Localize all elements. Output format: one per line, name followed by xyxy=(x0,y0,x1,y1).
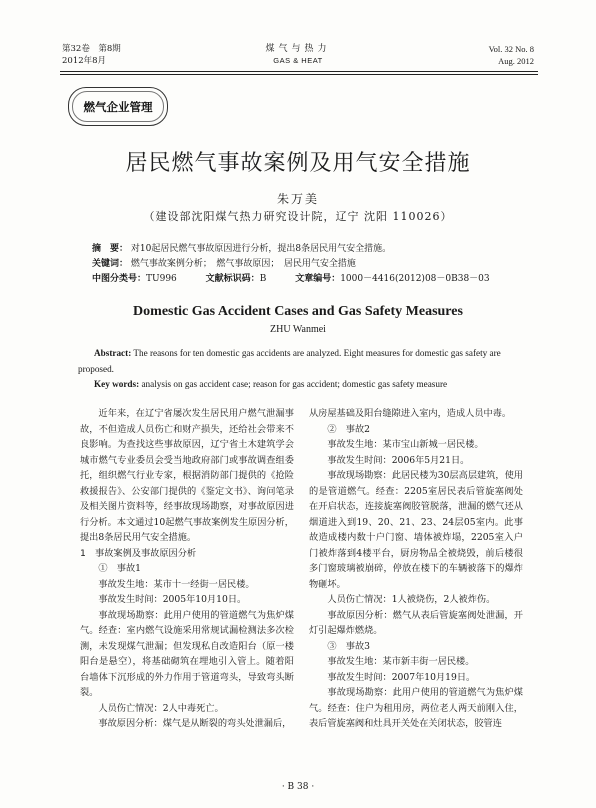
abstract-en-label: Abstract: xyxy=(94,348,132,358)
journal-volume-issue-en xyxy=(489,43,534,67)
volume-issue-en: Vol. 32 No. 8 xyxy=(488,44,534,54)
body-paragraph: 事故发生地：某市十一经街一居民楼。 xyxy=(98,578,255,590)
keywords-cn-text: 燃气事故案例分析； 燃气事故原因； 居民用气安全措施 xyxy=(130,259,356,269)
keywords-cn xyxy=(92,257,512,272)
page-number: · B 38 · xyxy=(281,782,315,792)
abstract-cn-label: 摘 要： xyxy=(92,244,129,254)
body-paragraph-continued: 从房屋基础及阳台缝隙进入室内，造成人员中毒。 xyxy=(309,408,512,419)
article-no-value: 1000－4416(2012)08－0B38－03 xyxy=(340,274,490,284)
body-paragraph: 事故发生时间：2005年10月10日。 xyxy=(98,594,247,605)
section-badge xyxy=(68,87,168,126)
intro-paragraph: 近年来，在辽宁省屡次发生居民用户燃气泄漏事故，不但造成人员伤亡和财产损失，还给社会带来不良影响。为查找这些事故原因，辽宁省土木建筑学会城市燃气专业委员会受当地政府部门或事故调查组委托，组织燃气行业专家，根据消防部门提供的《抢险救援报告》、公安部门提供的《鉴定文书》、询问笔录及相关图片资料等，经事故现场勘察，对事故原因进行分析。本文通过10起燃气事故案例发生原因分析，提出8条居民用气安全措施。 xyxy=(80,408,294,543)
article-title-en: Domestic Gas Accident Cases and Gas Safety Measures xyxy=(133,304,463,319)
case-heading: ② 事故2 xyxy=(327,423,370,435)
article-title-cn: 居民燃气事故案例及用气安全措施 xyxy=(125,151,471,176)
body-paragraph: 事故原因分析：燃气从表后管旋塞阀处泄漏，开灯引起爆炸燃烧。 xyxy=(309,609,523,636)
article-no-label: 文章编号： xyxy=(295,274,341,284)
affiliation-cn: （建设部沈阳煤气热力研究设计院，辽宁 沈阳 110026） xyxy=(143,210,453,223)
body-paragraph: 事故发生地：某市宝山新城一居民楼。 xyxy=(327,439,484,450)
doc-code-value: B xyxy=(259,274,267,284)
body-column-left xyxy=(80,406,294,732)
author-en: ZHU Wanmei xyxy=(270,324,326,335)
body-paragraph: 事故现场勘察：此用户使用的管道燃气为焦炉煤气。经查：住户为租用房，两位老人两天前刚入住，表后管旋塞阀和灶具开关处在关闭状态，胶管连 xyxy=(309,687,523,729)
case-heading: ① 事故1 xyxy=(98,563,141,574)
volume-issue-cn: 第32卷 第8期 xyxy=(62,44,121,54)
doc-code-label: 文献标识码： xyxy=(205,274,260,284)
keywords-en-label: Key words: xyxy=(94,379,140,389)
body-paragraph: 事故发生时间：2006年5月21日。 xyxy=(327,454,470,466)
keywords-en xyxy=(94,377,524,391)
clc-value: TU996 xyxy=(146,274,177,284)
journal-name-cn: 煤气与热力 xyxy=(265,44,331,54)
section-heading: 1 事故案例及事故原因分析 xyxy=(80,547,197,559)
abstract-cn xyxy=(92,242,512,257)
abstract-en xyxy=(78,345,518,377)
body-paragraph: 事故原因分析：煤气是从断裂的弯头处泄漏后， xyxy=(98,718,292,729)
date-cn: 2012年8月 xyxy=(62,56,107,66)
body-paragraph: 事故发生地：某市新丰街一居民楼。 xyxy=(327,656,475,667)
body-paragraph: 人员伤亡情况：1人被烧伤，2人被炸伤。 xyxy=(327,594,496,605)
date-en: Aug. 2012 xyxy=(498,56,534,66)
header-rule-thick xyxy=(60,71,538,72)
classification-line xyxy=(92,272,512,287)
body-paragraph: 人员伤亡情况：2人中毒死亡。 xyxy=(98,702,224,714)
journal-name-en: GAS & HEAT xyxy=(273,56,323,65)
keywords-cn-label: 关键词： xyxy=(92,259,129,269)
author-cn: 朱万美 xyxy=(276,192,319,206)
body-paragraph: 事故现场勘察：此用户使用的管道燃气为焦炉煤气。经查：室内燃气设施采用常规试漏检测法多次检测，未发现煤气泄漏；但发现私自改造阳台（原一楼阳台是悬空），将基础砌筑在埋地引入管上。随着阳台墙体下沉形成的外力作用于管道弯头，导致弯头断裂。 xyxy=(80,609,294,698)
clc-label: 中图分类号： xyxy=(92,274,147,284)
abstract-en-text: The reasons for ten domestic gas accidents are analyzed. Eight measures for domestic gas safety are proposed. xyxy=(78,348,501,374)
section-badge-label: 燃气企业管理 xyxy=(83,99,153,114)
body-column-right xyxy=(309,406,523,732)
body-paragraph: 事故发生时间：2007年10月19日。 xyxy=(327,671,476,683)
keywords-en-text: analysis on gas accident case; reason for gas accident; domestic gas safety measure xyxy=(141,379,448,389)
abstract-cn-text: 对10起居民燃气事故原因进行分析，提出8条居民用气安全措施。 xyxy=(130,244,392,254)
header-rule-thin xyxy=(60,74,538,75)
body-paragraph: 事故现场勘察：此居民楼为30层高层建筑，使用的是管道燃气。经查：2205室居民表后管旋塞阀处在开启状态，连接旋塞阀胶管脱落，泄漏的燃气还从烟道进入到19、20、21、23、24层05室内。此事故造成楼内数十户门窗、墙体被炸塌，2205室入户门被炸落到4楼平台，厨房物品全被烧毁，前后楼很多门窗玻璃被崩碎，停放在楼下的车辆被落下的爆炸物砸坏。 xyxy=(309,470,523,590)
case-heading: ③ 事故3 xyxy=(327,640,370,652)
